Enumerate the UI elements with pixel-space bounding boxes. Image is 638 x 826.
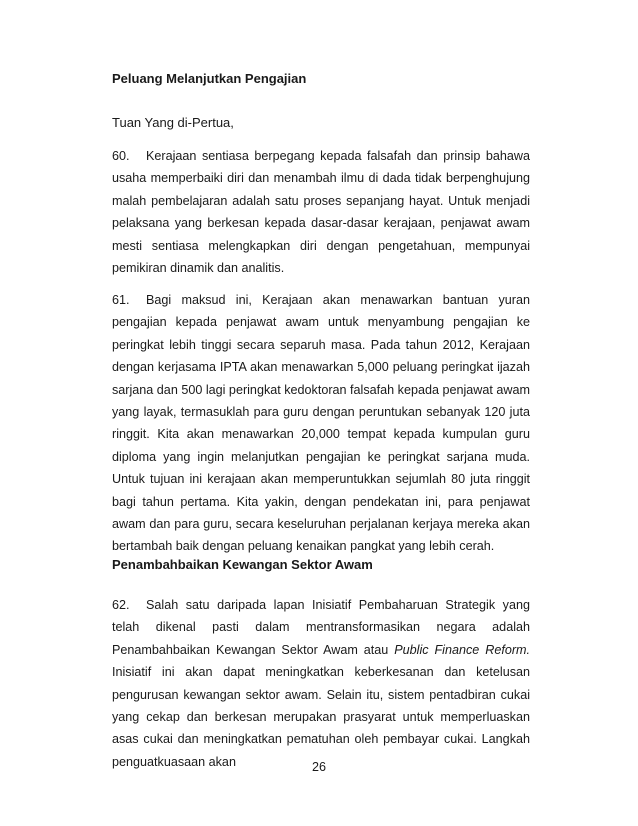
paragraph-60 — [112, 145, 530, 279]
section-heading-peluang: Peluang Melanjutkan Pengajian — [112, 71, 307, 86]
page-number: 26 — [311, 760, 326, 774]
paragraph-text-continued: Inisiatif ini akan dapat meningkatkan keberkesanan dan ketelusan pengurusan kewangan sektor awam. Selain itu, sistem pentadbiran cukai yang cekap dan berkesan merupakan prasyarat untuk memperluaskan asas cukai dan meningkatkan pematuhan oleh pembayar cukai. Langkah penguatkuasaan akan — [112, 665, 530, 769]
paragraph-62 — [112, 594, 530, 773]
paragraph-61 — [112, 289, 530, 558]
paragraph-italic-term: Public Finance Reform. — [394, 642, 531, 657]
salutation: Tuan Yang di-Pertua, — [112, 115, 234, 130]
paragraph-text: Bagi maksud ini, Kerajaan akan menawarkan bantuan yuran pengajian kepada penjawat awam untuk menyambung pengajian ke peringkat lebih tinggi secara separuh masa. Pada tahun 2012, Kerajaan dengan kerjasama IPTA akan menawarkan 5,000 peluang peringkat ijazah sarjana dan 500 lagi peringkat kedoktoran falsafah kepada penjawat awam yang layak, termasuklah para guru dengan peruntukan sebanyak 120 juta ringgit. Kita akan menawarkan 20,000 tempat kepada kumpulan guru diploma yang ingin melanjutkan pengajian ke peringkat sarjana muda. Untuk tujuan ini kerajaan akan memperuntukkan sejumlah 80 juta ringgit bagi tahun pertama. Kita yakin, dengan pendekatan ini, para penjawat awam dan para guru, secara keseluruhan perjalanan kerjaya mereka akan bertambah baik dengan peluang kenaikan pangkat yang lebih cerah. — [112, 293, 530, 554]
paragraph-number: 62. — [112, 598, 130, 612]
paragraph-number: 60. — [112, 149, 130, 163]
paragraph-text: Kerajaan sentiasa berpegang kepada falsafah dan prinsip bahawa usaha memperbaiki diri dan menambah ilmu di dada tidak berpenghujung malah pembelajaran adalah satu proses sepanjang hayat. Untuk menjadi pelaksana yang berkesan kepada dasar-dasar kerajaan, penjawat awam mesti sentiasa melengkapkan diri dengan pengetahuan, mempunyai pemikiran dinamik dan analitis. — [112, 149, 530, 276]
paragraph-text: Salah satu daripada lapan Inisiatif Pembaharuan Strategik yang telah dikenal pasti dalam mentransformasikan negara adalah Penambahbaikan Kewangan Sektor Awam atau — [112, 598, 530, 657]
paragraph-number: 61. — [112, 293, 130, 307]
section-heading-kewangan: Penambahbaikan Kewangan Sektor Awam — [112, 557, 373, 572]
